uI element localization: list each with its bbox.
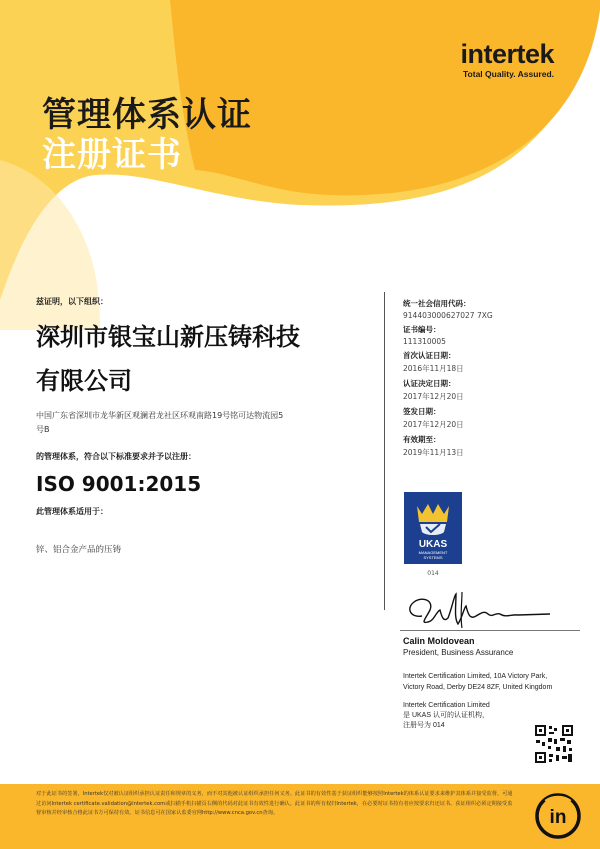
signer-title: President, Business Assurance: [403, 648, 514, 657]
certify-label: 兹证明，以下组织：: [36, 297, 108, 306]
scope-text: 锌、铝合金产品的压铸: [36, 545, 122, 555]
footer-disclaimer: 对于此证书的签署，Intertek仅对被认证组织承担认证责任和规章的义务，而不对其他被认证组织承担任何义务。此证书的有效性基于获证组织能够按照Intertek的体系认证要求来维护其体系并接受监督。可通过访问Intertek certificate.validation@intertek.com或扫描手机扫描页右侧的代码对此证书有效性进行确认。此证书的所有权归Intertek，在必要时证书持有者应按要求归还证书。获证组织必须定期接受监督审核并经审核合格此证书方可保持有效。证书信息可在国家认监委官网http://www.cnca.gov.cn查询。: [36, 791, 513, 816]
certificate-number-label: 证书编号：: [403, 325, 441, 334]
title-line-2: 注册证书: [42, 135, 182, 175]
accreditation-line-2: 是 UKAS 认可的认证机构，: [403, 712, 489, 719]
scope-label: 此管理体系适用于：: [36, 507, 108, 516]
badge-text: in: [549, 807, 567, 828]
title-line-1: 管理体系认证: [42, 95, 252, 135]
qr-code: [534, 724, 574, 764]
accreditation-line-1: Intertek Certification Limited: [403, 702, 490, 709]
first-certification-date-value: 2016年11月18日: [403, 364, 464, 373]
credit-code-label: 统一社会信用代码：: [403, 299, 471, 308]
ukas-badge: [404, 492, 462, 577]
intertek-in-badge-icon: [532, 790, 584, 842]
address-line-2: 号B: [36, 425, 50, 434]
accreditation-statement: [403, 701, 543, 731]
certificate-number-value: 111310005: [403, 337, 446, 346]
organization-section: [36, 296, 366, 555]
company-name: [36, 315, 366, 403]
ukas-crown-icon: [404, 492, 462, 564]
signer-name: Calin Moldovean: [403, 636, 475, 646]
decision-date-value: 2017年12月20日: [403, 392, 464, 401]
company-name-line-1: 深圳市银宝山新压铸科技: [36, 323, 300, 351]
expiry-date-label: 有效期至：: [403, 435, 441, 444]
issue-date-label: 签发日期：: [403, 407, 441, 416]
ukas-management-text: MANAGEMENT: [418, 550, 448, 555]
certificate-title: [42, 95, 252, 175]
company-name-line-2: 有限公司: [36, 367, 132, 395]
issuer-address: Intertek Certification Limited, 10A Victory Park, Victory Road, Derby DE24 8ZF, United Kingdom: [403, 673, 553, 691]
logo-wordmark: intertek: [460, 39, 554, 69]
ukas-text: UKAS: [418, 539, 448, 550]
column-divider: [384, 292, 385, 610]
issue-date-value: 2017年12月20日: [403, 420, 464, 429]
company-address: [36, 409, 366, 437]
first-certification-date-label: 首次认证日期：: [403, 351, 456, 360]
expiry-date-value: 2019年11月13日: [403, 448, 464, 457]
management-system-label: 的管理体系，符合以下标准要求并予以注册：: [36, 452, 196, 461]
logo-tagline: Total Quality. Assured.: [463, 69, 554, 79]
certificate-details: [403, 294, 573, 462]
standard-name: ISO 9001:2015: [36, 472, 202, 496]
ukas-number: 014: [427, 570, 439, 577]
accreditation-line-3: 注册号为 014: [403, 722, 445, 729]
intertek-logo: [460, 40, 554, 79]
decision-date-label: 认证决定日期：: [403, 379, 456, 388]
credit-code-value: 914403000627027 7XG: [403, 311, 493, 320]
signer-block: [403, 636, 583, 731]
address-line-1: 中国广东省深圳市龙华新区观澜君龙社区环观南路19号铭可达物流园5: [36, 411, 284, 420]
ukas-systems-text: SYSTEMS: [423, 555, 443, 560]
footer-band: [0, 784, 600, 849]
signature-image: [400, 588, 560, 634]
signature-line: [400, 630, 580, 631]
